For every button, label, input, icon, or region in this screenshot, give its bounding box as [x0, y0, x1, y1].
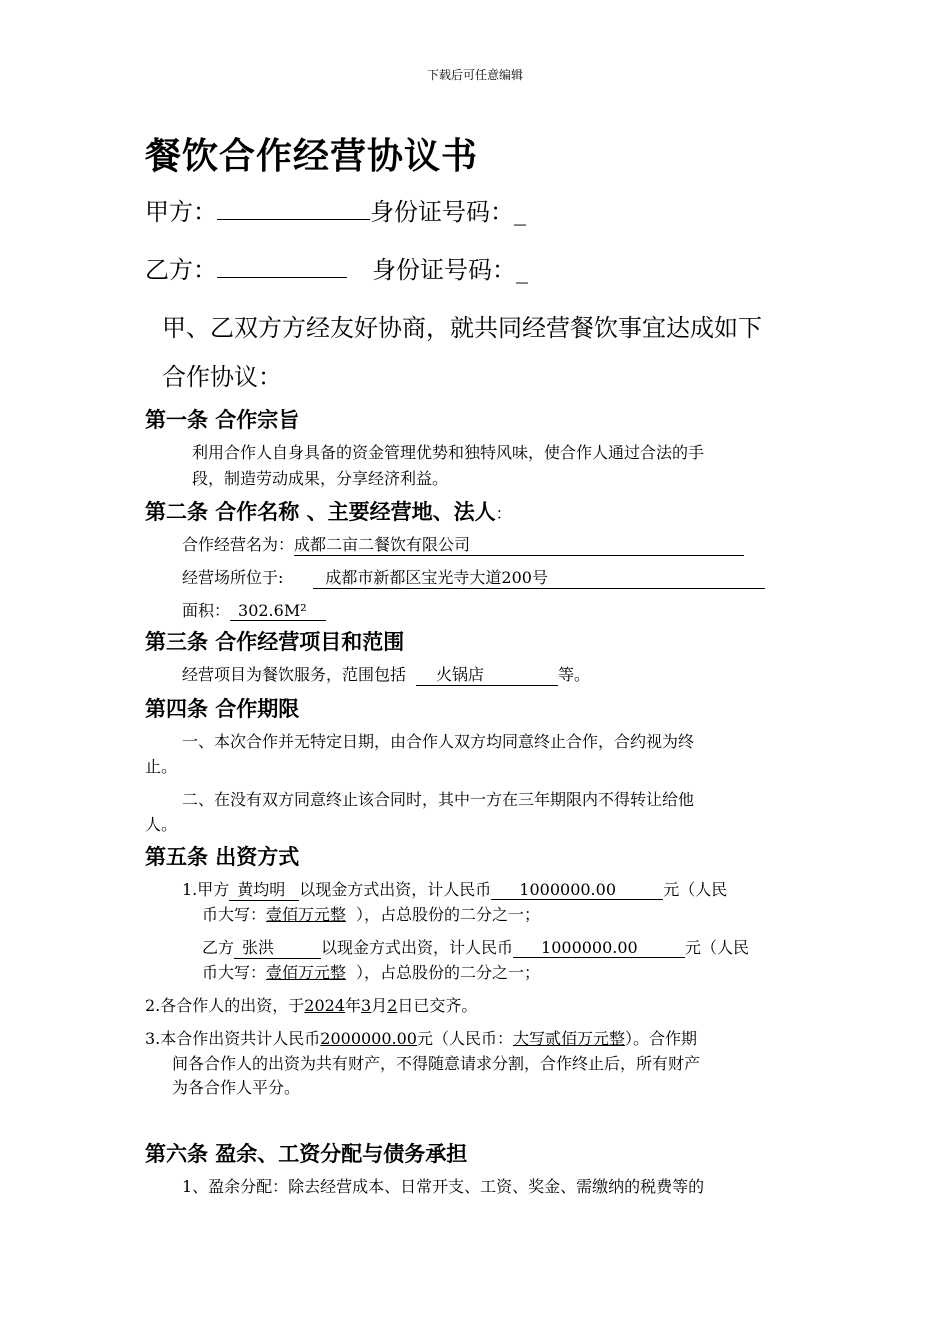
business-name-value: 成都二亩二餐饮有限公司	[294, 535, 471, 554]
party-a-name: 黄均明	[237, 880, 286, 899]
party-b-share: ），占总股份的二分之一；	[356, 963, 541, 982]
party-a-capital-line-1	[182, 877, 727, 901]
party-a-cap-label: 币大写：	[202, 905, 267, 924]
article-4-heading: 第四条 合作期限	[145, 697, 300, 721]
article-3-text-before: 经营项目为餐饮服务，范围包括	[182, 665, 407, 684]
party-a-yuan: 元（人民	[663, 880, 728, 899]
party-b-yuan: 元（人民	[685, 938, 750, 957]
party-b-amount: 1000000.00	[541, 938, 638, 957]
party-a-blank	[217, 219, 370, 220]
payment-date-text-2: 年	[345, 996, 362, 1015]
article-3-value: 火锅店	[436, 665, 485, 684]
article-4-p2-line-2: 人。	[145, 815, 178, 834]
area-value: 302.6M²	[238, 601, 307, 620]
business-place-value: 成都市新都区宝光寺大道200号	[325, 568, 548, 587]
party-a-cap-value: 壹佰万元整	[266, 905, 347, 924]
total-capital-text-1: 3.本合作出资共计人民币	[145, 1029, 321, 1048]
document-title: 餐饮合作经营协议书	[145, 136, 479, 177]
party-b-capital-prefix: 乙方	[202, 938, 235, 957]
article-5-p3-line-2: 间各合作人的出资为共有财产，不得随意请求分割，合作终止后，所有财产	[172, 1054, 701, 1073]
party-b-capital-mid: 以现金方式出资，计人民币	[321, 938, 514, 957]
party-a-name-field	[229, 877, 299, 901]
business-name-row	[182, 532, 744, 556]
party-a-capital-prefix: 1.甲方	[182, 880, 230, 899]
article-5-p2	[145, 993, 477, 1016]
article-5-p3-line-3: 为各合作人平分。	[172, 1078, 301, 1097]
party-a-capital-line-2	[202, 902, 540, 925]
article-6-heading: 第六条 盈余、工资分配与债务承担	[145, 1142, 468, 1166]
party-b-id-label: 身份证号码：_	[372, 256, 528, 284]
article-2-heading-text: 第二条 合作名称 、主要经营地、法人	[145, 500, 496, 524]
article-5-heading: 第五条 出资方式	[145, 845, 300, 869]
party-a-share: ），占总股份的二分之一；	[356, 905, 541, 924]
total-capital-text-2: 元（人民币：	[416, 1029, 513, 1048]
article-1-line-2: 段，制造劳动成果，分享经济利益。	[192, 469, 449, 488]
article-6-line-1: 1、盈余分配：除去经营成本、日常开支、工资、奖金、需缴纳的税费等的	[182, 1177, 705, 1196]
business-place-label: 经营场所位于:	[182, 568, 284, 587]
article-3-field	[416, 662, 558, 686]
article-1-line-1: 利用合作人自身具备的资金管理优势和独特风味，使合作人通过合法的手	[192, 443, 705, 462]
party-b-cap-label: 币大写：	[202, 963, 267, 982]
party-b-amount-field	[513, 938, 685, 958]
party-b-name: 张洪	[242, 938, 275, 957]
business-place-row	[182, 565, 765, 589]
article-4-p1-line-1: 一、本次合作并无特定日期，由合作人双方均同意终止合作，合约视为终	[182, 732, 695, 751]
article-3-text	[182, 662, 590, 686]
intro-line-2: 合作协议：	[162, 363, 282, 391]
article-4-p1-line-2: 止。	[145, 757, 178, 776]
article-5-p3-line-1	[145, 1026, 697, 1049]
business-name-field	[294, 532, 744, 556]
payment-date-text-1: 2.各合作人的出资，于	[145, 996, 305, 1015]
party-b-capital-line-1	[202, 935, 749, 959]
party-b-label: 乙方：	[145, 256, 217, 284]
area-field	[230, 601, 326, 621]
party-a-row	[145, 192, 526, 227]
article-2-heading	[145, 496, 512, 526]
party-b-blank	[217, 277, 347, 278]
party-a-label: 甲方：	[145, 198, 217, 226]
party-a-id-label: 身份证号码：_	[370, 198, 526, 226]
party-a-amount-field	[491, 880, 663, 900]
total-capital-amount: 2000000.00	[320, 1029, 417, 1048]
party-b-name-field	[234, 935, 321, 959]
article-1-heading: 第一条 合作宗旨	[145, 408, 300, 432]
article-4-p2-line-1: 二、在没有双方同意终止该合同时，其中一方在三年期限内不得转让给他	[182, 790, 695, 809]
business-place-field	[313, 565, 765, 589]
article-2-heading-colon: ：	[495, 504, 512, 523]
payment-date-text-3: 月	[371, 996, 388, 1015]
payment-year: 2024	[304, 996, 345, 1015]
total-capital-text-3: ）。合作期	[625, 1029, 698, 1048]
payment-day: 2	[387, 996, 398, 1015]
business-name-label: 合作经营名为：	[182, 535, 295, 554]
intro-line-1: 甲、乙双方方经友好协商，就共同经营餐饮事宜达成如下	[162, 314, 762, 342]
area-label: 面积：	[182, 601, 231, 620]
party-a-capital-mid: 以现金方式出资，计人民币	[299, 880, 492, 899]
article-3-heading: 第三条 合作经营项目和范围	[145, 630, 405, 654]
payment-month: 3	[361, 996, 372, 1015]
party-b-cap-value: 壹佰万元整	[266, 963, 347, 982]
total-capital-cap: 大写贰佰万元整	[513, 1029, 626, 1048]
party-b-capital-line-2	[202, 960, 540, 983]
article-3-text-after: 等。	[558, 665, 591, 684]
party-a-amount: 1000000.00	[519, 880, 616, 899]
party-b-row	[145, 250, 528, 285]
area-row	[182, 598, 326, 621]
payment-date-text-4: 日已交齐。	[397, 996, 478, 1015]
page-header: 下载后可任意编辑	[426, 68, 523, 82]
